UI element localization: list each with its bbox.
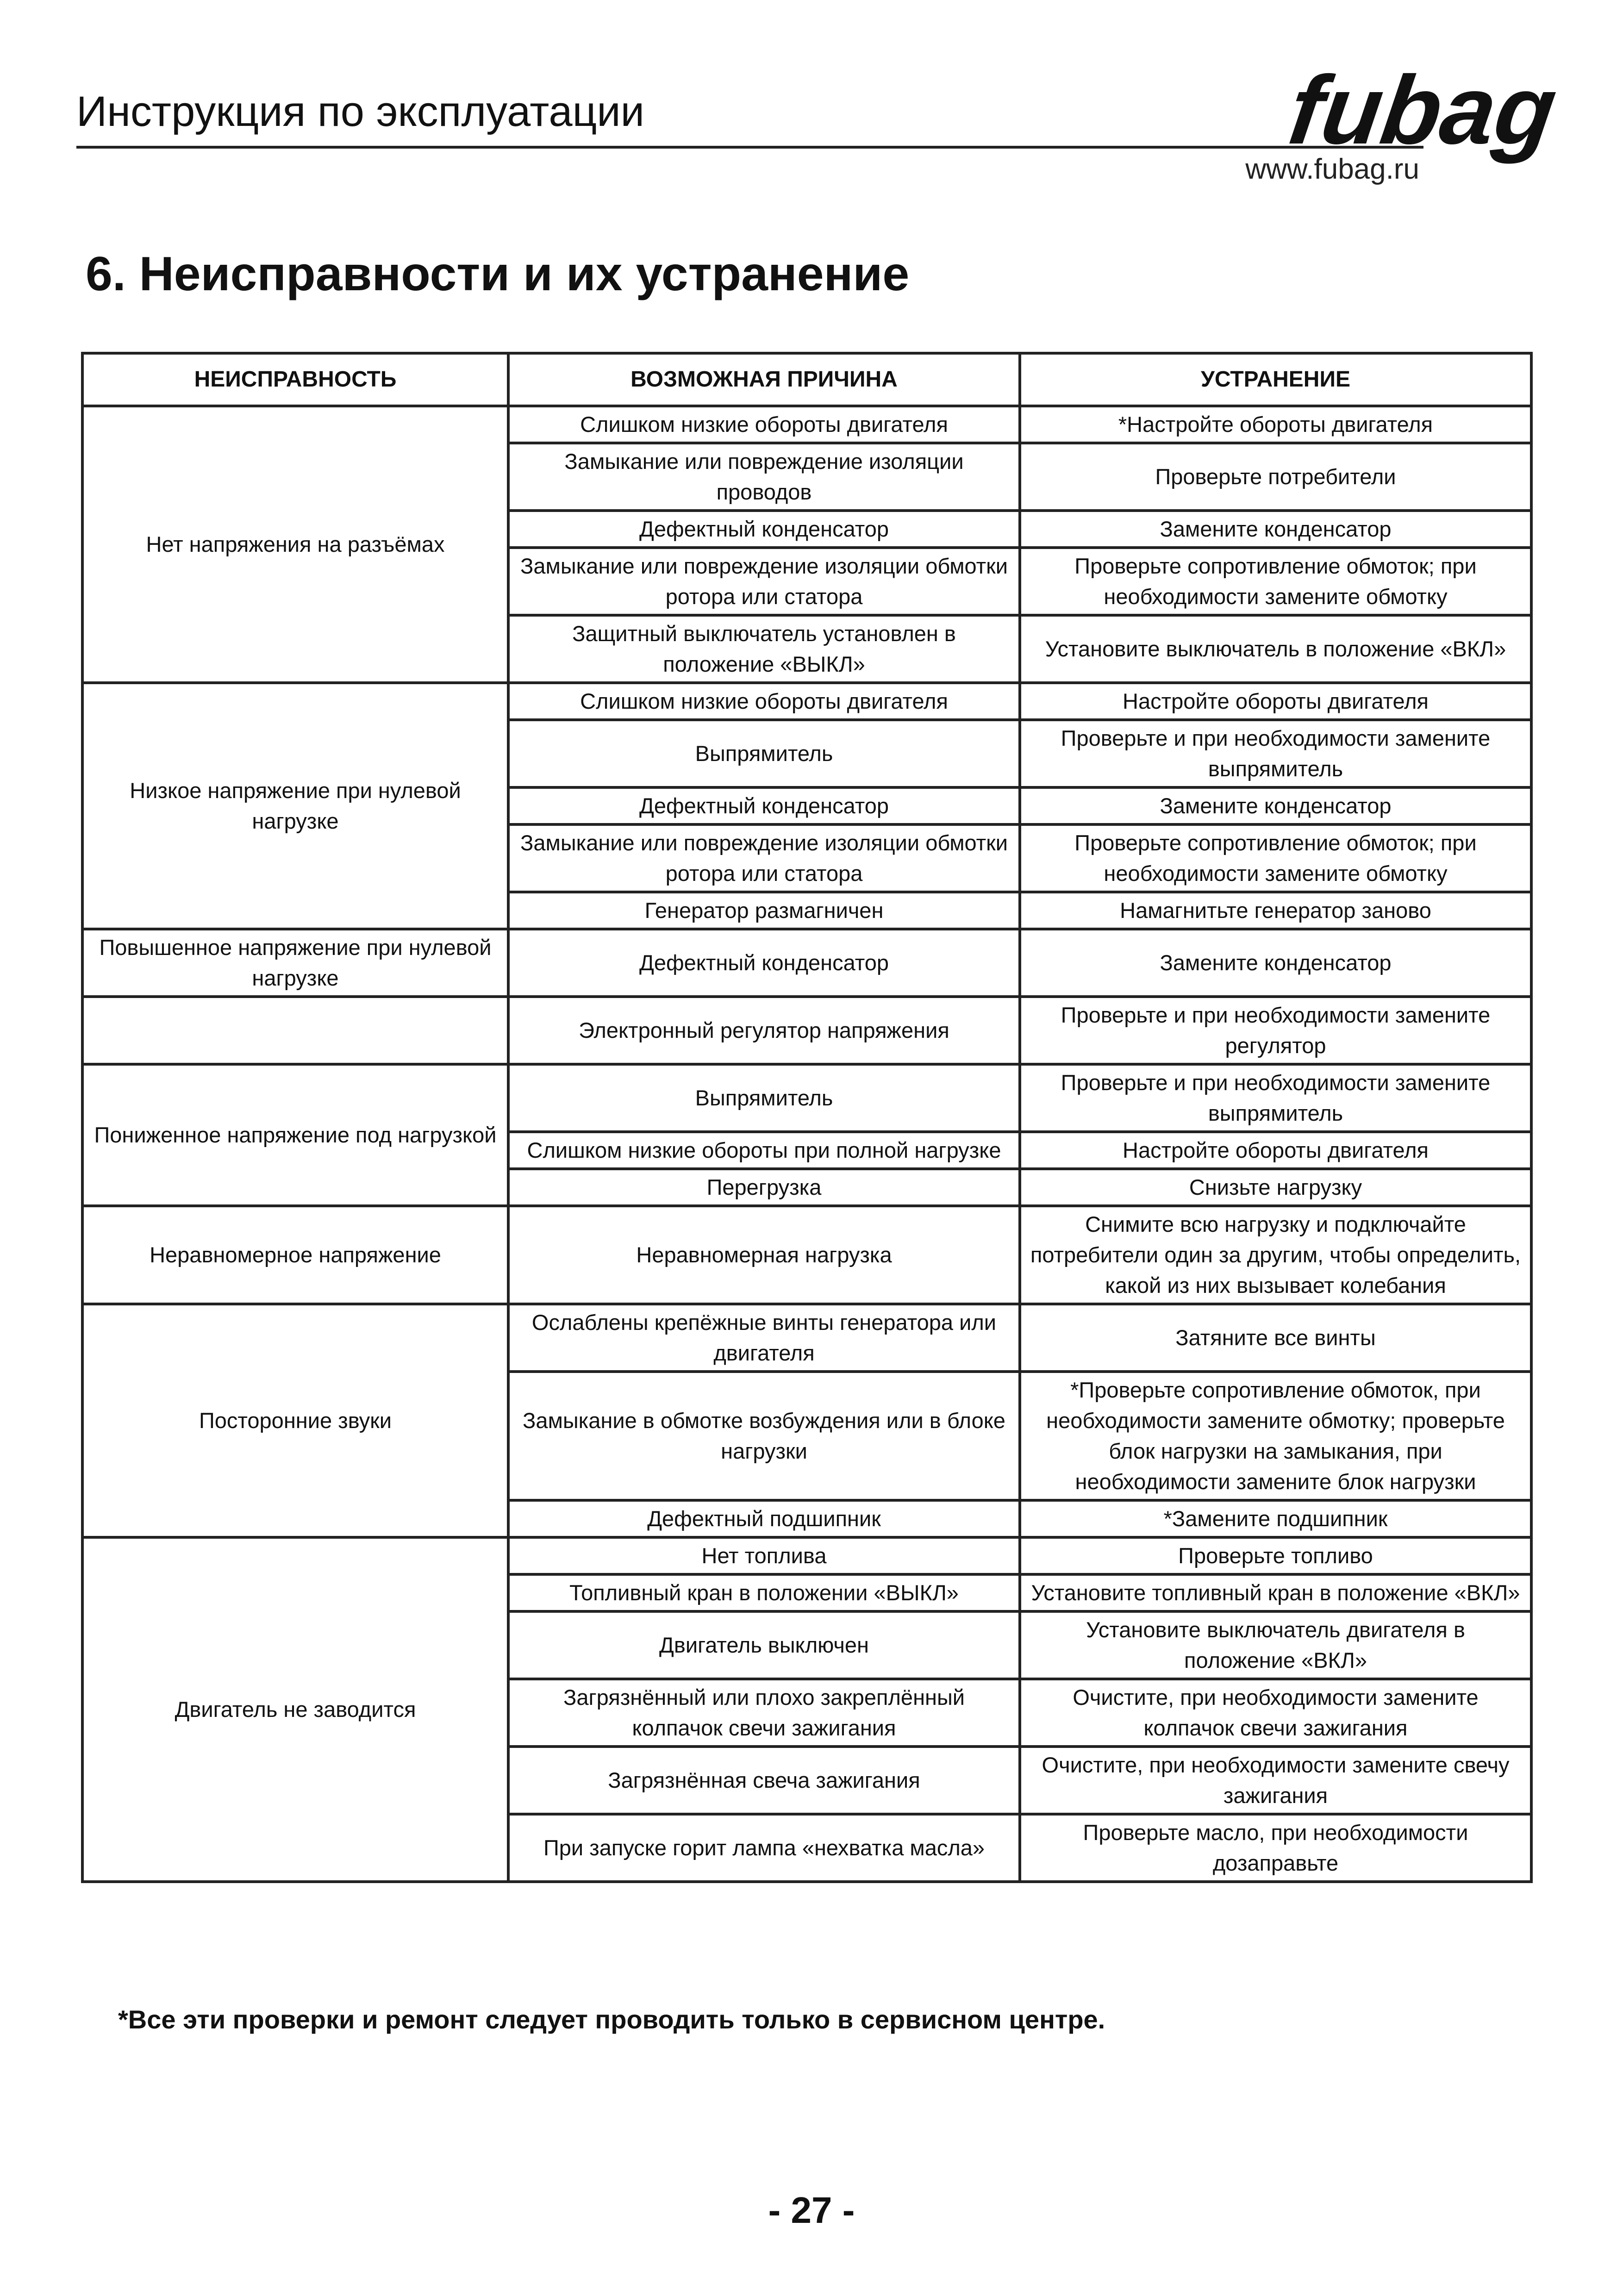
fault-cell: Пониженное напряжение под нагрузкой	[82, 1064, 508, 1206]
cause-cell: Выпрямитель	[508, 720, 1020, 787]
cause-cell: Перегрузка	[508, 1169, 1020, 1206]
fix-cell: Очистите, при необходимости замените свечу зажигания	[1020, 1747, 1531, 1814]
header-cause: ВОЗМОЖНАЯ ПРИЧИНА	[508, 353, 1020, 406]
fix-cell: Проверьте и при необходимости замените регулятор	[1020, 997, 1531, 1064]
cause-cell: Загрязнённый или плохо закреплённый колпачок свечи зажигания	[508, 1679, 1020, 1747]
fault-cell: Посторонние звуки	[82, 1304, 508, 1537]
cause-cell: Электронный регулятор напряжения	[508, 997, 1020, 1064]
fix-cell: Снимите всю нагрузку и подключайте потребители один за другим, чтобы определить, какой из них вызывает колебания	[1020, 1206, 1531, 1304]
fix-cell: Проверьте масло, при необходимости дозаправьте	[1020, 1814, 1531, 1882]
cause-cell: Замыкание или повреждение изоляции проводов	[508, 443, 1020, 511]
website-url: www.fubag.ru	[1245, 153, 1419, 185]
table-row	[82, 929, 1531, 997]
fault-cell: Нет напряжения на разъёмах	[82, 406, 508, 683]
cause-cell: Защитный выключатель установлен в положение «ВЫКЛ»	[508, 615, 1020, 683]
fix-cell: Снизьте нагрузку	[1020, 1169, 1531, 1206]
cause-cell: Дефектный подшипник	[508, 1500, 1020, 1537]
cause-cell: Двигатель выключен	[508, 1611, 1020, 1679]
fault-cell: Низкое напряжение при нулевой нагрузке	[82, 683, 508, 929]
fix-cell: Проверьте сопротивление обмоток; при необходимости замените обмотку	[1020, 548, 1531, 615]
cause-cell: Генератор размагничен	[508, 892, 1020, 929]
fault-cell: Неравномерное напряжение	[82, 1206, 508, 1304]
cause-cell: Дефектный конденсатор	[508, 929, 1020, 997]
header-divider	[76, 146, 1423, 149]
fix-cell: Проверьте и при необходимости замените выпрямитель	[1020, 720, 1531, 787]
fix-cell: Затяните все винты	[1020, 1304, 1531, 1372]
fix-cell: *Проверьте сопротивление обмоток, при необходимости замените обмотку; проверьте блок нагрузки на замыкания, при необходимости замените блок нагрузки	[1020, 1372, 1531, 1500]
fix-cell: Намагнитьте генератор заново	[1020, 892, 1531, 929]
cause-cell: Замыкание в обмотке возбуждения или в блоке нагрузки	[508, 1372, 1020, 1500]
fix-cell: *Замените подшипник	[1020, 1500, 1531, 1537]
fix-cell: Замените конденсатор	[1020, 929, 1531, 997]
fix-cell: Проверьте и при необходимости замените выпрямитель	[1020, 1064, 1531, 1132]
table-row	[82, 997, 1531, 1064]
section-title: 6. Неисправности и их устранение	[86, 247, 910, 301]
table-row	[82, 1064, 1531, 1132]
fix-cell: Установите топливный кран в положение «ВКЛ»	[1020, 1574, 1531, 1611]
cause-cell: Нет топлива	[508, 1537, 1020, 1574]
cause-cell: Слишком низкие обороты двигателя	[508, 406, 1020, 443]
fubag-logo	[1283, 55, 1563, 167]
table-row	[82, 406, 1531, 443]
cause-cell: Дефектный конденсатор	[508, 787, 1020, 824]
header-fault: НЕИСПРАВНОСТЬ	[82, 353, 508, 406]
cause-cell: При запуске горит лампа «нехватка масла»	[508, 1814, 1020, 1882]
table-row	[82, 1304, 1531, 1372]
header-fix: УСТРАНЕНИЕ	[1020, 353, 1531, 406]
cause-cell: Слишком низкие обороты двигателя	[508, 683, 1020, 720]
fix-cell: Настройте обороты двигателя	[1020, 1132, 1531, 1169]
cause-cell: Ослаблены крепёжные винты генератора или двигателя	[508, 1304, 1020, 1372]
table-header-row	[82, 353, 1531, 406]
table-row	[82, 1206, 1531, 1304]
fix-cell: Замените конденсатор	[1020, 787, 1531, 824]
fault-cell	[82, 997, 508, 1064]
table-row	[82, 1537, 1531, 1574]
fix-cell: Установите выключатель в положение «ВКЛ»	[1020, 615, 1531, 683]
fix-cell: Проверьте топливо	[1020, 1537, 1531, 1574]
cause-cell: Загрязнённая свеча зажигания	[508, 1747, 1020, 1814]
cause-cell: Дефектный конденсатор	[508, 511, 1020, 548]
cause-cell: Неравномерная нагрузка	[508, 1206, 1020, 1304]
cause-cell: Замыкание или повреждение изоляции обмотки ротора или статора	[508, 548, 1020, 615]
fix-cell: Настройте обороты двигателя	[1020, 683, 1531, 720]
fix-cell: Замените конденсатор	[1020, 511, 1531, 548]
troubleshooting-table	[81, 352, 1533, 1883]
document-header-title: Инструкция по эксплуатации	[76, 88, 645, 135]
table-row	[82, 683, 1531, 720]
fix-cell: *Настройте обороты двигателя	[1020, 406, 1531, 443]
cause-cell: Выпрямитель	[508, 1064, 1020, 1132]
service-center-footnote: *Все эти проверки и ремонт следует проводить только в сервисном центре.	[118, 2005, 1105, 2034]
fix-cell: Установите выключатель двигателя в положение «ВКЛ»	[1020, 1611, 1531, 1679]
fix-cell: Очистите, при необходимости замените колпачок свечи зажигания	[1020, 1679, 1531, 1747]
fix-cell: Проверьте потребители	[1020, 443, 1531, 511]
fix-cell: Проверьте сопротивление обмоток; при необходимости замените обмотку	[1020, 824, 1531, 892]
cause-cell: Слишком низкие обороты при полной нагрузке	[508, 1132, 1020, 1169]
page-number: - 27 -	[768, 2190, 855, 2231]
fault-cell: Повышенное напряжение при нулевой нагрузке	[82, 929, 508, 997]
brand-logo-text: fubag	[1283, 55, 1563, 164]
cause-cell: Топливный кран в положении «ВЫКЛ»	[508, 1574, 1020, 1611]
cause-cell: Замыкание или повреждение изоляции обмотки ротора или статора	[508, 824, 1020, 892]
fault-cell: Двигатель не заводится	[82, 1537, 508, 1882]
